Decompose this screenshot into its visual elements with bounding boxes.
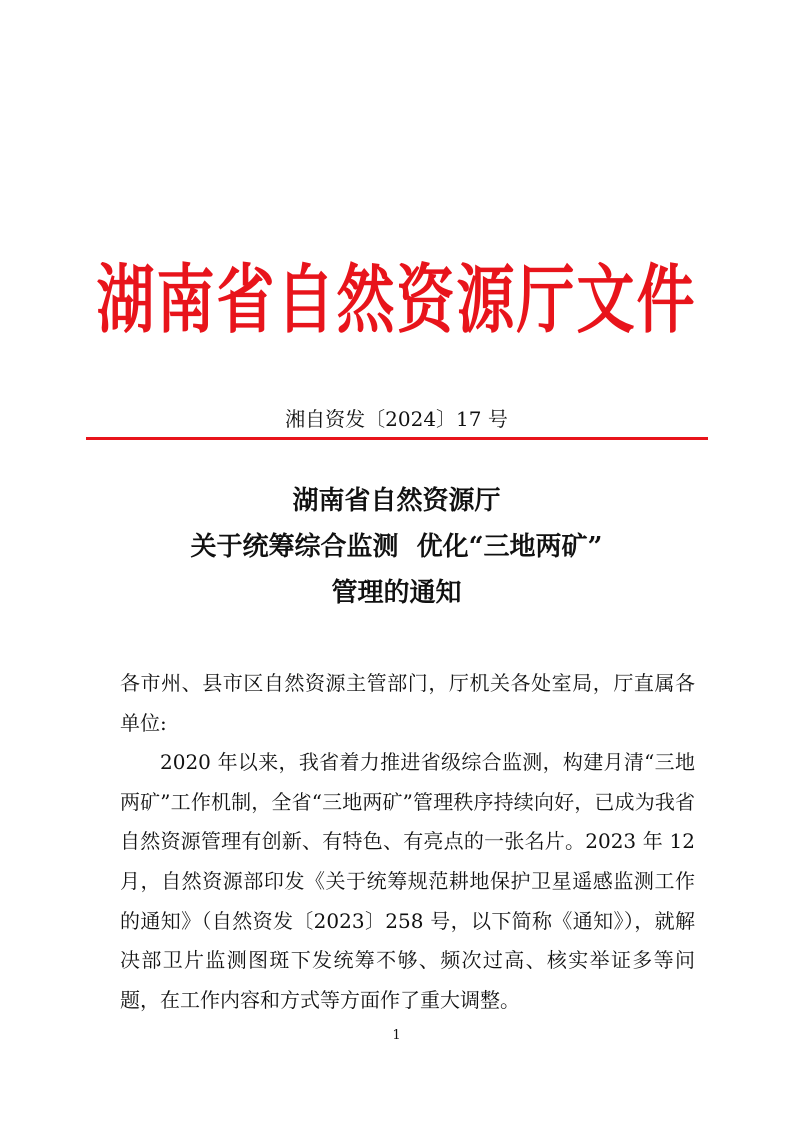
document-title: [0, 478, 793, 616]
document-title-line: 关于统筹综合监测 优化“三地两矿”: [190, 532, 603, 562]
document-number: 湘自资发〔2024〕17 号: [285, 407, 508, 431]
page-number: 1: [392, 1028, 401, 1043]
header-red-divider: [86, 437, 708, 440]
document-header-title: 湖南省自然资源厅文件: [96, 256, 697, 344]
document-title-line: 湖南省自然资源厅: [292, 486, 501, 516]
salutation: 各市州、县市区自然资源主管部门，厅机关各处室局，厅直属各单位:: [120, 671, 695, 735]
document-title-line: 管理的通知: [331, 578, 462, 608]
document-body: [120, 664, 695, 1020]
body-paragraph: 2020 年以来，我省着力推进省级综合监测，构建月清“三地两矿”工作机制，全省“三地两矿”管理秩序持续向好，已成为我省自然资源管理有创新、有特色、有亮点的一张名片。2023 年 12 月，自然资源部印发《关于统筹规范耕地保护卫星遥感监测工作的通知》（自然资发〔2023〕258 号，以下简称《通知》），就解决部卫片监测图斑下发统筹不够、频次过高、核实举证多等问题，在工作内容和方式等方面作了重大调整。: [120, 750, 695, 1012]
